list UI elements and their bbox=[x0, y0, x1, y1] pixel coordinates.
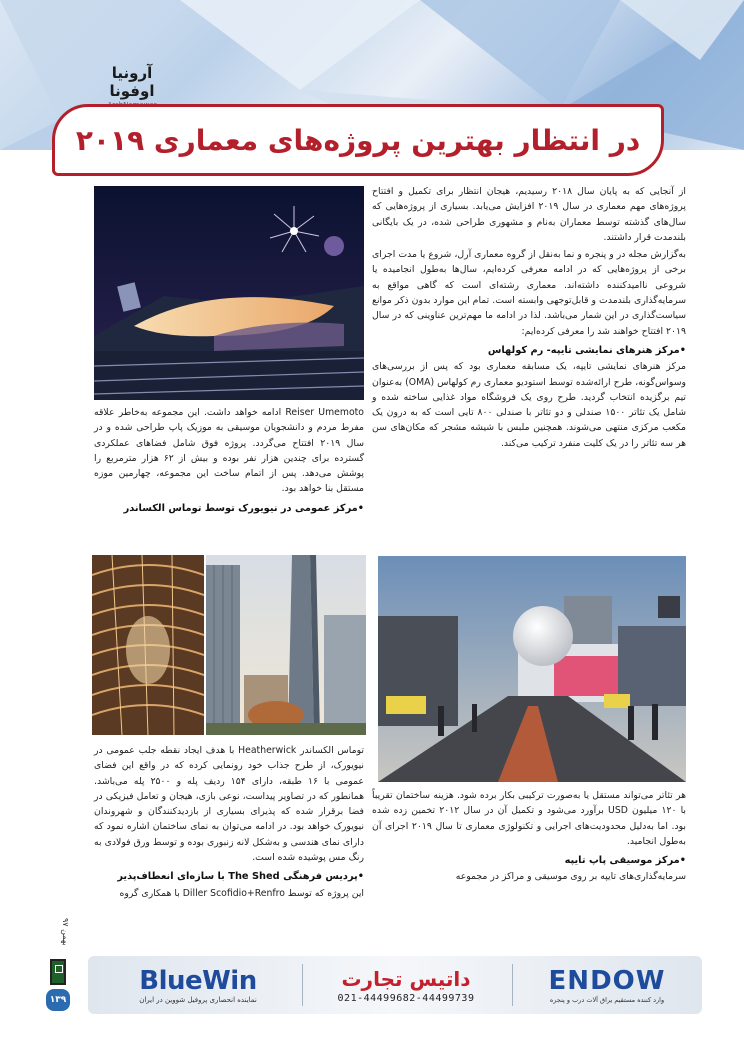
right-column-bottom bbox=[372, 788, 686, 887]
endow-logo: ENDOW bbox=[548, 966, 666, 996]
popmusic-heading: •مرکز موسیقی پاپ تایپه bbox=[564, 855, 686, 867]
left-column-middle bbox=[94, 405, 364, 517]
photo-pop-music-center bbox=[94, 186, 364, 400]
photo-hudson-yards-tower bbox=[206, 555, 366, 735]
page-number: ۱۳۹ bbox=[46, 989, 70, 1011]
right-column-top bbox=[372, 184, 686, 453]
side-strip bbox=[46, 905, 70, 1035]
taipei-continued: هر تئاتر می‌تواند مستقل یا به‌صورت ترکیبی بکار برده شود. هزینه ساختمان تقریباً با ۱۲۰ میلیون USD برآورد می‌شود و تکمیل آن در سال ۲۰۱۲ تخمین زده شده بود. اما به‌دلیل محدودیت‌های اجرایی و تکنولوژی معماری تا سال ۲۰۱۹ اجرای آن به‌طول انجامید. bbox=[372, 790, 686, 847]
left-column-bottom bbox=[94, 743, 364, 903]
taipei-heading: •مرکز هنرهای نمایشی تایپه- رم کولهاس bbox=[487, 344, 686, 356]
ad-endow[interactable] bbox=[518, 956, 696, 1014]
datis-phone: 021-44499682-44499739 bbox=[337, 992, 475, 1004]
bluewin-tagline: نماینده انحصاری پروفیل شووین در ایران bbox=[139, 996, 257, 1004]
ad-datis[interactable] bbox=[306, 956, 506, 1014]
bluewin-logo: BlueWin bbox=[139, 966, 257, 996]
taipei-body: مرکز هنرهای نمایشی تایپه، یک مسابقه معماری بود که پس از بررسی‌های وسواس‌گونه، طرح ارائه‌شده توسط استودیو معماری رم کولهاس (OMA) به‌عنوان تیم برگزیده انتخاب گردید. طرح روی یک فروشگاه مواد غذایی ساخته شده و شامل یک تئاتر ۱۵۰۰ صندلی و دو تئاتر با صندلی ۸۰۰ تایی است که به درون یک مکعب مرکزی منتهی می‌شوند. همچنین ملبس با شیشه مشجر که مکان‌های سن هر سه تئاتر را در یک کلیت منفرد ترکیب می‌کند. bbox=[372, 361, 686, 449]
ad-bar bbox=[88, 956, 702, 1014]
intro-paragraph-1: از آنجایی که به پایان سال ۲۰۱۸ رسیدیم، هیجان انتظار برای تکمیل و افتتاح پروژه‌های مهم معماری در سال ۲۰۱۹ افزایش می‌یابد. بسیاری از پروژه‌هایی که سال‌های گذشته توسط معماران به‌نام و مشهوری طراحی شده، در یک بایگانی بلندمدت قرار داشتند. bbox=[372, 186, 687, 243]
title-banner bbox=[52, 104, 664, 176]
magazine-icon bbox=[50, 959, 66, 985]
ad-bluewin[interactable] bbox=[98, 956, 298, 1014]
intro-paragraph-2: به‌گزارش مجله در و پنجره و نما به‌نقل از گروه معماری آرل، شروع یا مدت اجرای برخی از پروژه‌هایی که در ادامه معرفی کرده‌ایم، سال‌ها به‌طول انجامیده یا شروعی ناامیدکننده داشته‌اند. معماری رشته‌ای است که گاهی مواقع به سرمایه‌گذاری بلندمدت و قابل‌توجهی وابسته است. تمام این موارد بدون ذکر موانع سیاست‌گذاری در این شمار می‌باشد. لذا در ادامه ما مهم‌ترین عناوینی که در سال ۲۰۱۹ افتتاح خواهند شد را معرفی کرده‌ایم: bbox=[372, 249, 686, 337]
popmusic-body: سرمایه‌گذاری‌های تایپه بر روی موسیقی و مراکز در مجموعه bbox=[455, 871, 686, 883]
logo-name: آرونیا اوفونا bbox=[109, 64, 155, 100]
ad-divider bbox=[302, 964, 303, 1006]
newyork-body: توماس الکساندر Heatherwick با هدف ایجاد نقطه جلب عمومی در نیویورک، از طرح جذاب خود رونمایی کرده که در واقع این فضای عمومی با ۱۶ طبقه، دارای ۱۵۴ ردیف پله و ۲۵۰۰ پله می‌باشد. همانطور که در تصاویر پیداست، نوعی بازی، هیجان و تعامل فیزیکی در فضا برقرار شده که پذیرای بسیاری از بازدیدکنندگان و شهروندان نیویورک خواهد بود. در ادامه می‌توان به نمای ساختمان اشاره نمود که دارای نمای هندسی و به‌شکل لانه زنبوری بوده و توسط ورق فولادی به رنگ مس پوشیده شده است. bbox=[94, 745, 364, 864]
shed-heading: •پردیس فرهنگی The Shed با سازه‌ای انعطاف‌پذیر bbox=[117, 871, 364, 883]
newyork-heading: •مرکز عمومی در نیویورک توسط توماس الکساندر bbox=[123, 502, 364, 514]
shed-body: این پروژه که توسط Diller Scofidio+Renfro با همکاری گروه bbox=[119, 887, 364, 899]
photo-taipei-arts-center bbox=[378, 556, 686, 782]
ad-divider bbox=[512, 964, 513, 1006]
datis-logo: داتیس تجارت bbox=[341, 966, 471, 991]
magazine-logo bbox=[92, 64, 172, 100]
photo-vessel-interior bbox=[92, 555, 204, 735]
page-title: در انتظار بهترین پروژه‌های معماری ۲۰۱۹ bbox=[75, 123, 641, 157]
endow-tagline: وارد کننده مستقیم یراق آلات درب و پنجره bbox=[549, 996, 665, 1004]
issue-date: بهمن ۹۷ bbox=[61, 918, 70, 946]
umemoto-body: Reiser Umemoto ادامه خواهد داشت. این مجموعه به‌خاطر علاقه مفرط مردم و دانشجویان موسیقی به موزیک پاپ طراحی شده و در سال ۲۰۱۹ افتتاح می‌گردد. پروژه فوق شامل فضاهای عملکردی گسترده برای چندین هزار نفر بوده و بیش از ۶۲ هزار مترمربع را پوشش می‌دهد. پس از اتمام ساخت این مجموعه، چهارمین موزه مستقل بنا خواهد بود. bbox=[94, 407, 365, 495]
